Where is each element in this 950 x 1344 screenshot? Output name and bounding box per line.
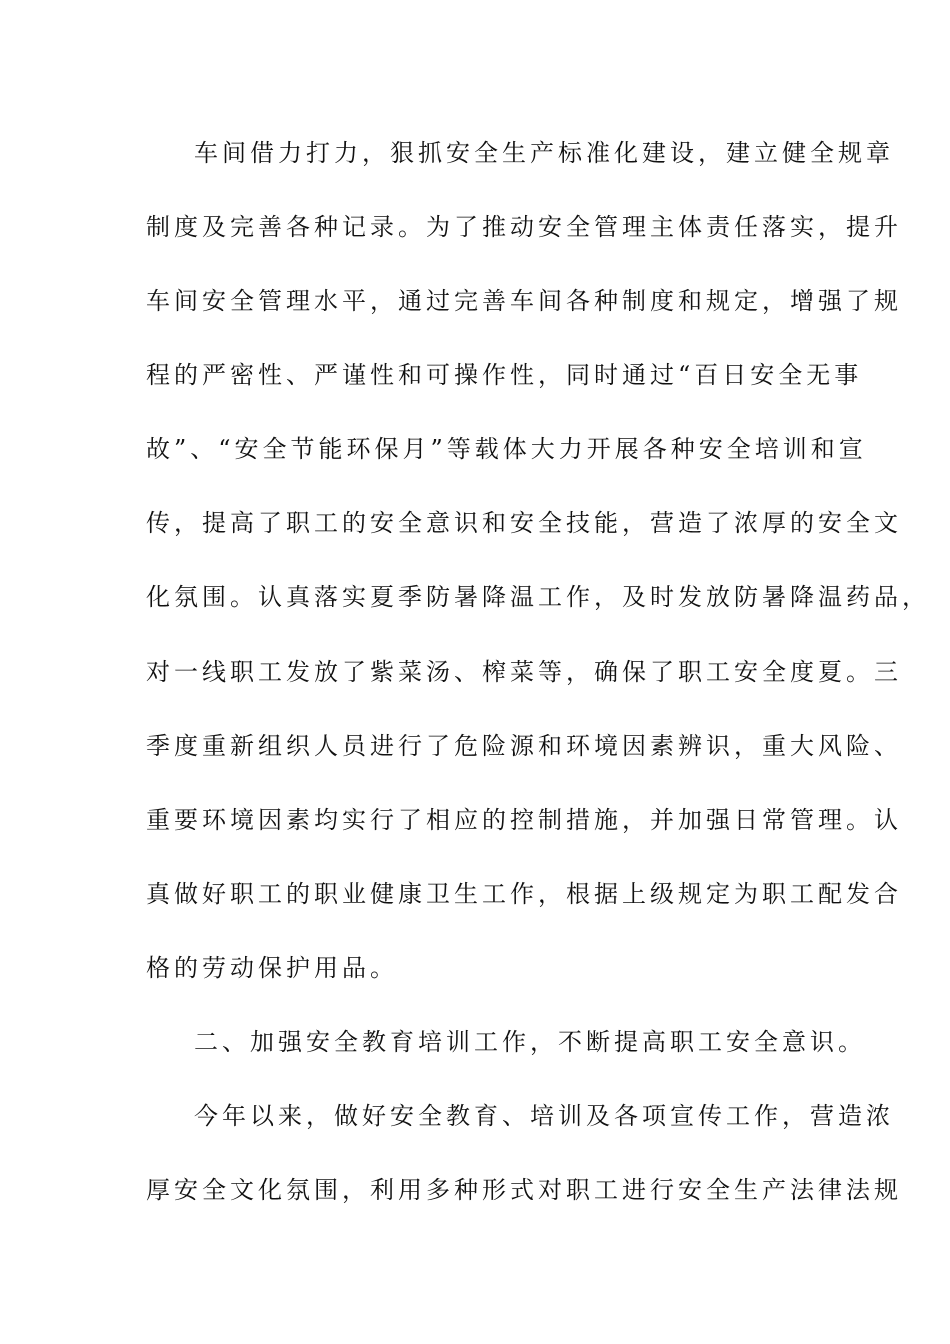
paragraph-line: 今年以来，做好安全教育、培训及各项宣传工作，营造浓 [194,1102,894,1130]
paragraph-line: 程的严密性、严谨性和可操作性，同时通过“百日安全无事 [146,361,863,389]
paragraph-line: 重要环境因素均实行了相应的控制措施，并加强日常管理。认 [146,806,902,834]
paragraph-line: 化氛围。认真落实夏季防暑降温工作，及时发放防暑降温药品， [146,583,930,611]
paragraph-line: 故”、“安全节能环保月”等载体大力开展各种安全培训和宣 [146,435,867,463]
paragraph-line: 车间借力打力，狠抓安全生产标准化建设，建立健全规章 [194,139,894,167]
paragraph-line: 真做好职工的职业健康卫生工作，根据上级规定为职工配发合 [146,880,902,908]
paragraph-line: 厚安全文化氛围，利用多种形式对职工进行安全生产法律法规 [146,1176,902,1204]
paragraph-line: 车间安全管理水平，通过完善车间各种制度和规定，增强了规 [146,287,902,315]
paragraph-line: 制度及完善各种记录。为了推动安全管理主体责任落实，提升 [146,213,902,241]
paragraph-line: 季度重新组织人员进行了危险源和环境因素辨识，重大风险、 [146,732,902,760]
paragraph-line: 对一线职工发放了紫菜汤、榨菜等，确保了职工安全度夏。三 [146,658,902,686]
paragraph-line: 格的劳动保护用品。 [146,954,398,982]
paragraph-line: 传，提高了职工的安全意识和安全技能，营造了浓厚的安全文 [146,509,902,537]
section-heading: 二、加强安全教育培训工作，不断提高职工安全意识。 [194,1028,866,1056]
